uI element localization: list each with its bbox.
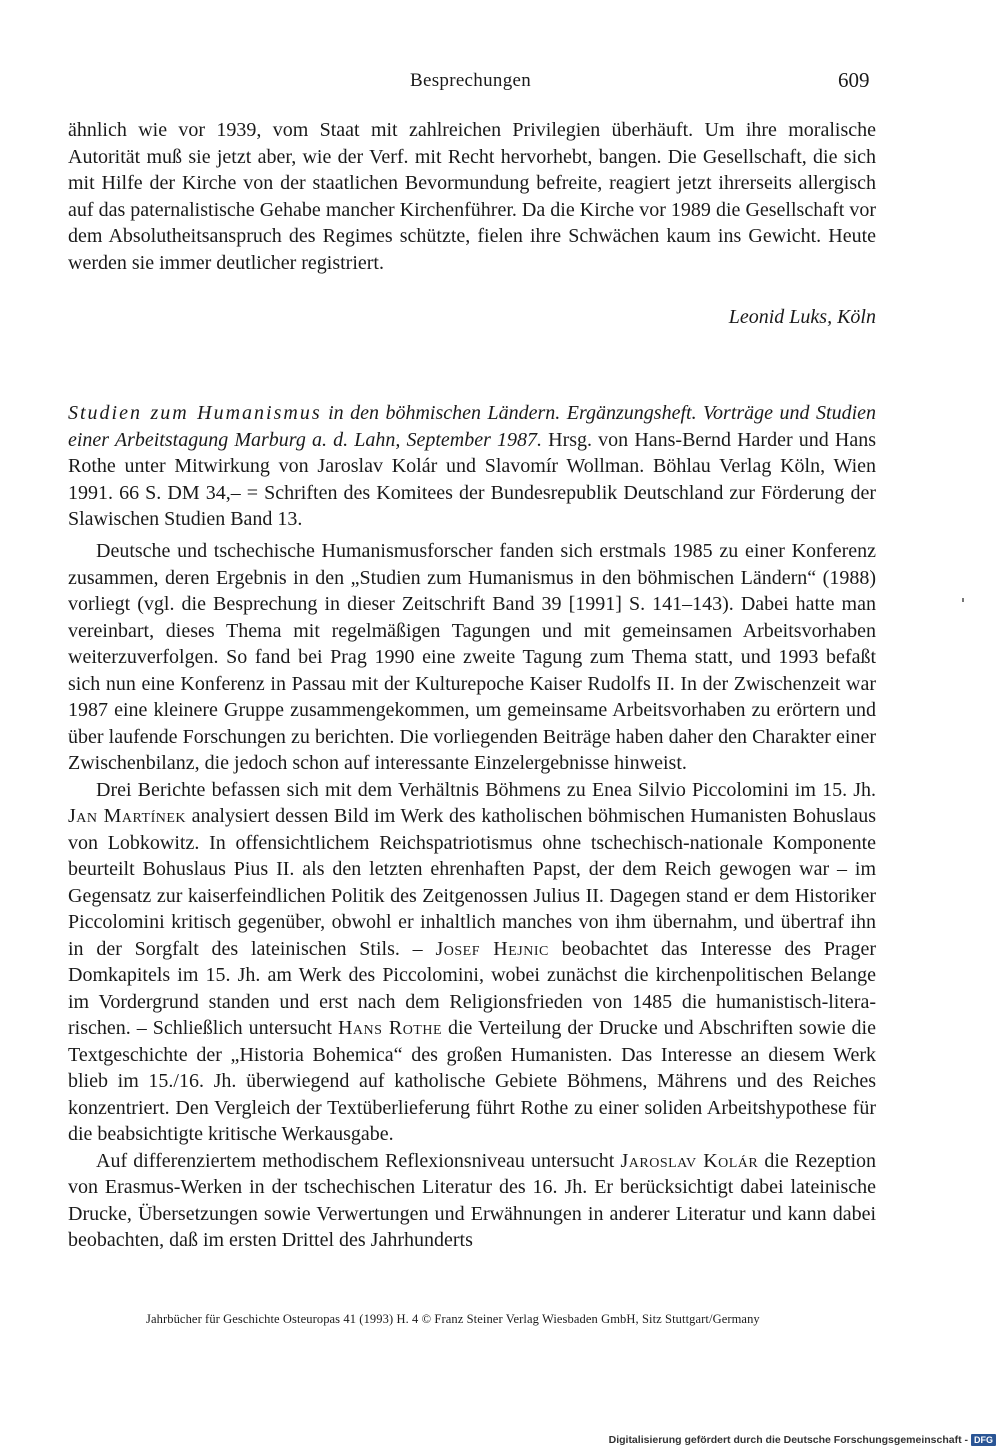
reviewer-signature: Leonid Luks, Köln — [728, 306, 876, 328]
page-number: 609 — [838, 68, 870, 92]
review-body — [68, 538, 876, 1254]
review-paragraph-1: Deutsche und tschechische Humanismusforscher fanden sich erstmals 1985 zu einer Konferenz zusammen, deren Ergebnis in den „Studien zum Humanismus in den böhmischen Ländern“ (1988) vorliegt (vgl. die Besprechung in dieser Zeitschrift Band 39 [1991] S. 141–143). Dabei hatte man vereinbart, dieses Thema mit regelmäßigen Tagungen und mit gemeinsamen Arbeitsvorhaben weiterzuverfolgen. So fand bei Prag 1990 eine zweite Tagung zum Thema statt, und 1993 befaßt sich nun eine Konferenz in Passau mit der Kulturepoche Kaiser Rudolfs II. In der Zwischenzeit war 1987 eine kleinere Gruppe zusammengekommen, um gemeinsame Arbeitsvorhaben zu erörtern und über laufende Forschungen zu berichten. Die vorliegenden Beiträge haben daher den Charakter einer Zwischenbilanz, die jedoch schon auf interessante Einzelergebnisse hinweist. — [68, 540, 876, 774]
running-head: Besprechungen — [410, 70, 532, 91]
p2-text-c: beobachtet das Interesse des Prager Domkapitels im 15. Jh. am Werk des Piccolomini, wobei zunächst die kirchenpolitischen Belange im Vordergrund standen und erst nach dem Religionsfrieden von 1485 die humanistisch-literarischen. – Schließlich untersucht — [68, 937, 877, 1039]
bibliographic-entry-text — [68, 400, 876, 533]
author-name-kolar: Jaroslav Kolár — [620, 1149, 759, 1172]
author-name-rothe: Hans Rothe — [337, 1017, 443, 1039]
book-title-spaced: Studien zum Humanismus — [68, 402, 322, 424]
author-name-martinek: Jan Martínek — [68, 805, 187, 827]
digitization-footer — [609, 1434, 996, 1446]
previous-review-section — [68, 117, 876, 276]
p2-text-b: analysiert dessen Bild im Werk des katholischen böhmischen Humanisten Bohuslaus von Lobkowitz. In offensichtlichem Reichspatriotismus ohne tschechisch-nationale Komponente beurteilt Bohuslaus Pius II. als den letzten ehrenhaften Papst, der dem Reich gewogen war – im Gegensatz zur kaiserfeindlichen Politik des Zeitgenossen Julius II. Dagegen stand er dem Historiker Piccolomini kritisch gegenüber, obwohl er inhaltlich manches von ihm übernahm, und übertraf ihn in der Sorgfalt des lateinischen Stils. – — [68, 805, 876, 960]
author-name-hejnic: Josef Hejnic — [435, 937, 549, 960]
dfg-logo-icon: DFG — [971, 1434, 996, 1446]
bibliographic-entry — [68, 400, 876, 533]
digitization-note: Digitalisierung gefördert durch die Deutsche Forschungsgemeinschaft - — [608, 1434, 968, 1446]
p3-text-a: Auf differenziertem methodischem Reflexionsniveau untersucht — [96, 1149, 621, 1172]
p2-text-d: die Verteilung der Drucke und Abschriften sowie die Textgeschichte der „Historia Bohemica“ des großen Humanisten. Das Interesse an diesem Werk blieb im 15./16. Jh. überwiegend auf katholische Gebiete Böhmens, Mährens und des Reiches konzentriert. Den Vergleich der Textüberlieferung führt Rothe zu einer soliden Arbeitshypothese für die beabsichtigte kritische Werkausgabe. — [68, 1017, 876, 1145]
journal-footer: Jahrbücher für Geschichte Osteuropas 41 (1993) H. 4 © Franz Steiner Verlag Wiesbaden GmbH, Sitz Stuttgart/Germany — [146, 1312, 760, 1326]
book-details: Hrsg. von Hans-Bernd Harder und Hans Rothe unter Mitwirkung von Jaroslav Kolár und Slavomír Wollman. Böhlau Verlag Köln, Wien 1991. 66 S. DM 34,– = Schriften des Komitees der Bundesrepublik Deutschland zur Förderung der Slawischen Studien Band 13. — [68, 428, 876, 530]
p3-text-b: die Rezeption von Erasmus-Werken in der tschechischen Literatur des 16. Jh. Er berücksichtigt dabei lateinische Drucke, Übersetzungen sowie Verwertungen und Erwähnungen in anderer Literatur und kann dabei beobachten, daß im ersten Drittel des Jahrhunderts — [68, 1149, 876, 1251]
p2-text-a: Drei Berichte befassen sich mit dem Verhältnis Böhmens zu Enea Silvio Piccolomini im 15. Jh. — [96, 778, 876, 801]
margin-mark — [962, 598, 964, 602]
review-paragraph-2 — [68, 777, 876, 1148]
previous-review-paragraph: ähnlich wie vor 1939, vom Staat mit zahlreichen Privilegien überhäuft. Um ihre moralische Autorität muß sie jetzt aber, wie der Verf. mit Recht hervorhebt, bangen. Die Gesellschaft, die sich mit Hilfe der Kirche von der staatlichen Bevormundung befreite, reagiert jetzt ihrerseits allergisch auf das paternalistische Gehabe mancher Kirchenführer. Da die Kirche vor 1989 die Gesellschaft vor dem Absolutheitsanspruch des Regimes schützte, fielen ihre Schwächen kaum ins Gewicht. Heute werden sie immer deutlicher registriert. — [68, 119, 876, 274]
review-paragraph-3 — [68, 1148, 876, 1254]
book-title-rest: in den böhmischen Ländern. Ergänzungsheft. Vorträge und Studien einer Arbeitstagung Marburg a. d. Lahn, September 1987. — [68, 402, 876, 451]
